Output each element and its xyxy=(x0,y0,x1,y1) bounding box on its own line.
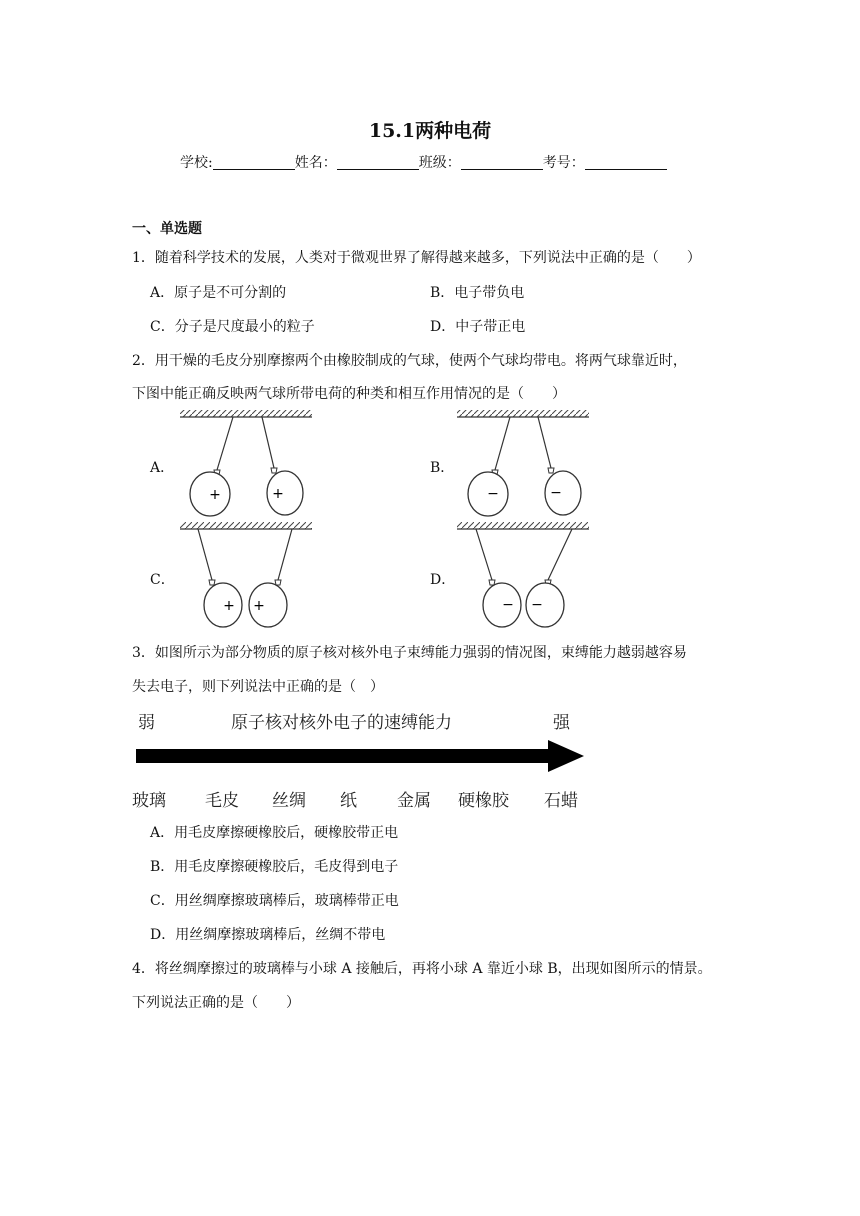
figure-c xyxy=(180,522,312,627)
question-3-line-2: 失去电子，则下列说法中正确的是（ ） xyxy=(132,679,384,695)
question-1-option-d: D．中子带正电 xyxy=(430,319,526,335)
charge-d-left: − xyxy=(502,597,514,613)
charge-c-left: + xyxy=(223,598,235,614)
class-label: 班级： xyxy=(418,155,461,171)
section-heading: 一、单选题 xyxy=(132,221,202,237)
charge-a-left: + xyxy=(209,487,221,503)
ceiling-c xyxy=(180,522,312,529)
question-3-option-c: C．用丝绸摩擦玻璃棒后，玻璃棒带正电 xyxy=(150,893,399,909)
question-1-option-a: A．原子是不可分割的 xyxy=(150,285,287,301)
question-1-option-c: C．分子是尺度最小的粒子 xyxy=(150,319,315,335)
diagram-weak-label: 弱 xyxy=(138,713,155,733)
material-paraffin: 石蜡 xyxy=(544,791,578,811)
charge-d-right: − xyxy=(531,597,543,613)
charge-c-right: + xyxy=(253,598,265,614)
name-label: 姓名： xyxy=(294,155,337,171)
material-hard-rubber: 硬橡胶 xyxy=(458,791,509,811)
question-3-option-a: A．用毛皮摩擦硬橡胶后，硬橡胶带正电 xyxy=(150,825,399,841)
figure-d xyxy=(457,522,589,627)
figure-a xyxy=(180,410,312,516)
question-3-option-d: D．用丝绸摩擦玻璃棒后，丝绸不带电 xyxy=(150,927,386,943)
question-3-option-b: B．用毛皮摩擦硬橡胶后，毛皮得到电子 xyxy=(150,859,399,875)
string-c-right xyxy=(278,529,292,580)
material-silk: 丝绸 xyxy=(272,791,306,811)
question-2-option-a: A． xyxy=(150,460,175,476)
diagram-caption: 原子核对核外电子的速缚能力 xyxy=(231,713,452,733)
string-a-left xyxy=(217,417,233,470)
question-2-option-c: C． xyxy=(150,572,175,588)
material-metal: 金属 xyxy=(397,791,431,811)
string-b-right xyxy=(538,417,551,468)
question-2-option-d: D． xyxy=(430,572,456,588)
question-4-line-1: 4．将丝绸摩擦过的玻璃棒与小球 A 接触后，再将小球 A 靠近小球 B，出现如图所示的情景。 xyxy=(132,961,712,977)
ceiling-d xyxy=(457,522,589,529)
material-fur: 毛皮 xyxy=(205,791,239,811)
school-label: 学校: xyxy=(180,155,213,171)
question-1-text: 1．随着科学技术的发展，人类对于微观世界了解得越来越多，下列说法中正确的是（ ） xyxy=(132,250,701,266)
question-2-option-b: B． xyxy=(430,460,455,476)
question-2-line-2: 下图中能正确反映两气球所带电荷的种类和相互作用情况的是（ ） xyxy=(132,386,566,402)
string-c-left xyxy=(198,529,212,580)
page-title: 15.1两种电荷 xyxy=(368,120,492,142)
diagram-strong-label: 强 xyxy=(553,713,570,733)
string-a-right xyxy=(262,417,274,468)
string-b-left xyxy=(495,417,510,470)
string-d-right xyxy=(548,529,572,580)
figure-b xyxy=(457,410,589,516)
material-glass: 玻璃 xyxy=(132,791,166,811)
ceiling-b xyxy=(457,410,589,417)
string-d-left xyxy=(476,529,492,580)
diagram-arrow xyxy=(0,738,860,778)
question-4-line-2: 下列说法正确的是（ ） xyxy=(132,995,300,1011)
exam-no-label: 考号： xyxy=(542,155,585,171)
charge-b-right: − xyxy=(550,485,562,501)
charge-b-left: − xyxy=(487,486,499,502)
charge-a-right: + xyxy=(272,486,284,502)
question-3-line-1: 3．如图所示为部分物质的原子核对核外电子束缚能力强弱的情况图，束缚能力越弱越容易 xyxy=(132,645,687,661)
question-2-line-1: 2．用干燥的毛皮分别摩擦两个由橡胶制成的气球，使两个气球均带电。将两气球靠近时， xyxy=(132,353,687,369)
question-1-option-b: B．电子带负电 xyxy=(430,285,525,301)
ceiling-a xyxy=(180,410,312,417)
material-paper: 纸 xyxy=(340,791,357,811)
